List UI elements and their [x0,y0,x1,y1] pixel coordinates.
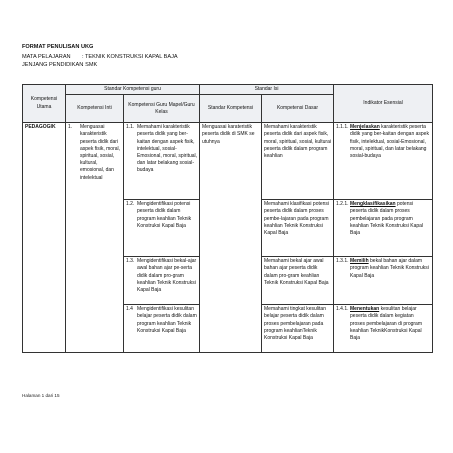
kompetensi-inti-number: 1. [68,124,73,131]
kompetensi-guru-cell [124,257,200,305]
kompetensi-guru-cell [124,200,200,257]
kompetensi-guru-text: Mengidentifikasi kesulitan belajar peserta didik dalam program keahlian Teknik Konstruksi Kapal Baja [137,306,197,334]
indikator-verb: Mengklasifikasikan [350,201,396,208]
mata-pelajaran-value: : TEKNIK KONSTRUKSI KAPAL BAJA [82,54,178,60]
group-standar-isi: Standar Isi [200,85,334,95]
jenjang-value: : SMK [82,62,98,68]
kompetensi-guru-text: Memahami karakteristik peserta didik yang ber-kaitan dengan aspek fisik, intelektual, sosial-Emosional, moral, spiritual, dan latar belakang sosial-budaya [137,124,198,174]
kompetensi-guru-number: 1.4 [126,306,133,313]
kompetensi-utama-cell: PEDAGOGIK [23,123,66,353]
indikator-esensial-cell [334,305,433,353]
document-title: FORMAT PENULISAN UKG [22,44,94,50]
kompetensi-guru-number: 1.3. [126,258,135,265]
kompetensi-dasar-cell: Memahami tingkat kesulitan belajar peserta didik dalam proses pembelajaran pada program keahlianTeknik Konstruksi Kapal Baja [262,305,334,353]
col-kompetensi-dasar: Kompetensi Dasar [262,95,334,123]
col-kompetensi-guru-mapel: Kompetensi Guru Mapel/Guru Kelas [124,95,200,123]
ukg-table [22,84,433,353]
kompetensi-guru-number: 1.2. [126,201,135,208]
indikator-number: 1.2.1. [336,201,349,208]
table-row [23,123,433,200]
indikator-text: bekal bahan ajar dalam program keahlian Teknik Konstruksi Kapal Baja [350,258,429,279]
kompetensi-inti-text: Menguasai karakteristik peserta didik dari aspek fisik, moral, spiritual, sosial, kultural, emosional, dan intelektual [80,124,121,181]
kompetensi-dasar-cell: Memahami bekal ajar awal bahan ajar peserta didik dalam pro-gram keahlian Teknik Konstruksi Kapal Baja [262,257,334,305]
indikator-number: 1.1.1. [336,124,349,131]
indikator-esensial-cell [334,257,433,305]
jenjang-line [22,62,97,69]
kompetensi-dasar-cell: Memahami karakteristik peserta didik dari aspek fisik, moral, spiritual, sosial, kulturai peserta didik dalam program keahlian [262,123,334,200]
kompetensi-guru-text: Mengidentifikasi bekal-ajar awal bahan ajar pe-serta didik dalam pro-gram keahlian Teknik Konstruksi Kapal Baja [137,258,197,294]
jenjang-label: JENJANG PENDIDIKAN [22,62,84,68]
indikator-number: 1.4.1. [336,306,349,313]
indikator-verb: Menjelaskan [350,124,380,131]
indikator-text: kesulitan belajar peserta didik dalam kegiatan proses pembelajaran di program keahlian TeknikKonstruksi Kapal Baja [350,306,422,342]
kompetensi-dasar-cell: Memahami klasifikasi potensi peserta didik dalam proses pembe-lajaran pada program keahlian Teknik Konstruksi Kapal Baja [262,200,334,257]
page-number-footer: Halaman 1 dari 15 [22,393,60,398]
indikator-verb: Menentukan [350,306,380,313]
kompetensi-guru-text: Mengidentifikasi potensi peserta didik dalam program keahlian Teknik Konstruksi Kapal Baja [137,201,192,229]
indikator-text: potensi peserta didik dalam proses pembelajaran pada program keahlian Teknik Konstruksi Kapal Baja [350,201,424,237]
indikator-esensial-cell [334,200,433,257]
col-kompetensi-utama: Kompetensi Utama [23,85,66,123]
col-kompetensi-inti: Kompetensi Inti [66,95,124,123]
indikator-number: 1.3.1. [336,258,349,265]
mata-pelajaran-label: MATA PELAJARAN [22,54,71,60]
standar-kompetensi-cell: Menguasai karateristik peserta didik di SMK se utuhnya [200,123,262,353]
indikator-esensial-cell [334,123,433,200]
col-indikator-esensial: Indikator Esensial [334,85,433,123]
mata-pelajaran-line [22,54,178,61]
kompetensi-inti-cell [66,123,124,353]
kompetensi-guru-cell [124,305,200,353]
kompetensi-guru-cell [124,123,200,200]
indikator-text: karakteristik peserta didik yang ber-kaitan dengan aspek fisik, intelektual, sosial-Emosional, moral, spiritual, dan latar belakang sosial-budaya [350,124,429,160]
kompetensi-guru-number: 1.1. [126,124,135,131]
indikator-verb: Memilih [350,258,369,265]
col-standar-kompetensi: Standar Kompetensi [200,95,262,123]
group-standar-kompetensi-guru: Standar Kompetensi guru [66,85,200,95]
